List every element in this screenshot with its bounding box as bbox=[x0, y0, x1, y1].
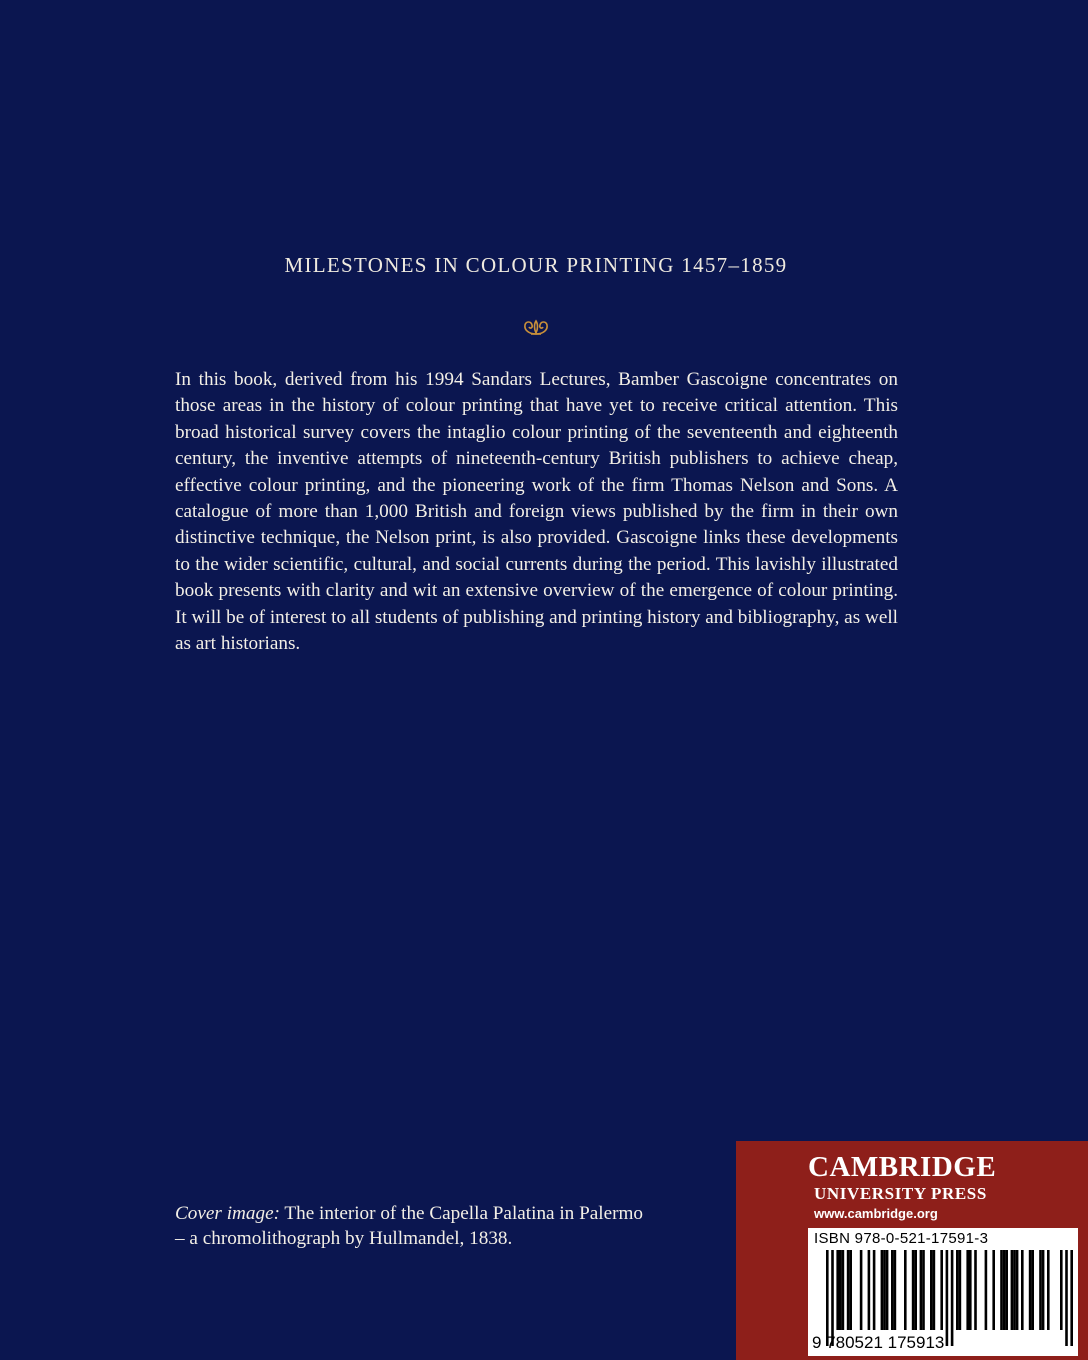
barcode-bar bbox=[1011, 1250, 1014, 1330]
barcode-bar bbox=[920, 1250, 923, 1330]
publisher-subtitle: UNIVERSITY PRESS bbox=[814, 1184, 987, 1203]
barcode-bar bbox=[956, 1250, 959, 1330]
barcode-bar bbox=[836, 1250, 839, 1330]
barcode-bar bbox=[826, 1250, 829, 1346]
barcode-bar bbox=[831, 1250, 834, 1346]
barcode-bar bbox=[904, 1250, 907, 1330]
barcode-bar bbox=[842, 1250, 845, 1330]
barcode-bar bbox=[1000, 1250, 1003, 1330]
barcode-bar bbox=[985, 1250, 988, 1330]
barcode-bar bbox=[922, 1250, 925, 1330]
barcode-bar bbox=[1070, 1250, 1073, 1346]
barcode-bar bbox=[1021, 1250, 1024, 1330]
barcode-bar bbox=[891, 1250, 894, 1330]
barcode-bar bbox=[951, 1250, 954, 1346]
barcode-panel bbox=[808, 1228, 1078, 1356]
barcode-bar bbox=[839, 1250, 842, 1330]
cover-image-text: The interior of the Capella Palatina in Palermo – a chromolithograph by Hullmandel, 1838. bbox=[175, 1203, 644, 1249]
barcode-bar bbox=[959, 1250, 962, 1330]
barcode-bar bbox=[1065, 1250, 1068, 1346]
barcode-bar bbox=[974, 1250, 977, 1330]
barcode-bar bbox=[1005, 1250, 1008, 1330]
barcode-bar bbox=[1013, 1250, 1016, 1330]
barcode-bar bbox=[1029, 1250, 1032, 1330]
barcode-bar bbox=[1031, 1250, 1034, 1330]
barcode-bar bbox=[946, 1250, 949, 1346]
fleuron-ornament-icon bbox=[521, 318, 551, 338]
isbn-label: ISBN 978-0-521-17591-3 bbox=[814, 1230, 989, 1247]
barcode-bar bbox=[883, 1250, 886, 1330]
barcode-digits: 9 780521 175913 bbox=[812, 1333, 945, 1352]
barcode-bar bbox=[1039, 1250, 1042, 1330]
book-description: In this book, derived from his 1994 Sandars Lectures, Bamber Gascoigne concentrates on those areas in the history of colour printing that have yet to receive critical attention. This broad historical survey covers the intaglio colour printing of the seventeenth and eighteenth century, the inventive attempts of nineteenth-century British publishers to achieve cheap, effective colour printing, and the pioneering work of the firm Thomas Nelson and Sons. A catalogue of more than 1,000 British and foreign views published by the firm in their own distinctive technique, the Nelson print, is also provided. Gascoigne links these developments to the wider scientific, cultural, and social currents during the period. This lavishly illustrated book presents with clarity and wit an extensive overview of the emergence of colour printing. It will be of interest to all students of publishing and printing history and bibliography, as well as art historians. bbox=[175, 369, 898, 655]
barcode-bar bbox=[1042, 1250, 1045, 1330]
cover-image-credit bbox=[175, 1201, 645, 1251]
barcode-bar bbox=[894, 1250, 897, 1330]
publisher-block bbox=[736, 1141, 1088, 1360]
barcode-bar bbox=[868, 1250, 871, 1330]
barcode-bar bbox=[873, 1250, 876, 1330]
publisher-name: CAMBRIDGE bbox=[808, 1151, 997, 1183]
barcode-bar bbox=[849, 1250, 852, 1330]
barcode-bar bbox=[940, 1250, 943, 1330]
barcode-bar bbox=[847, 1250, 850, 1330]
publisher-url: www.cambridge.org bbox=[814, 1206, 938, 1221]
barcode-bar bbox=[930, 1250, 933, 1330]
barcode-bar bbox=[1060, 1250, 1063, 1330]
barcode-bar bbox=[1016, 1250, 1019, 1330]
barcode-bar bbox=[966, 1250, 969, 1330]
barcode-bar bbox=[886, 1250, 889, 1330]
barcode-bar bbox=[1003, 1250, 1006, 1330]
barcode-bar bbox=[914, 1250, 917, 1330]
barcode-bar bbox=[881, 1250, 884, 1330]
barcode-bar bbox=[969, 1250, 972, 1330]
book-series-heading: MILESTONES IN COLOUR PRINTING 1457–1859 bbox=[284, 253, 788, 277]
barcode-bar bbox=[912, 1250, 915, 1330]
barcode-bar bbox=[933, 1250, 936, 1330]
barcode-bar bbox=[992, 1250, 995, 1330]
cover-image-label: Cover image: bbox=[175, 1203, 280, 1224]
barcode-bar bbox=[860, 1250, 863, 1330]
barcode-bar bbox=[1047, 1250, 1050, 1330]
